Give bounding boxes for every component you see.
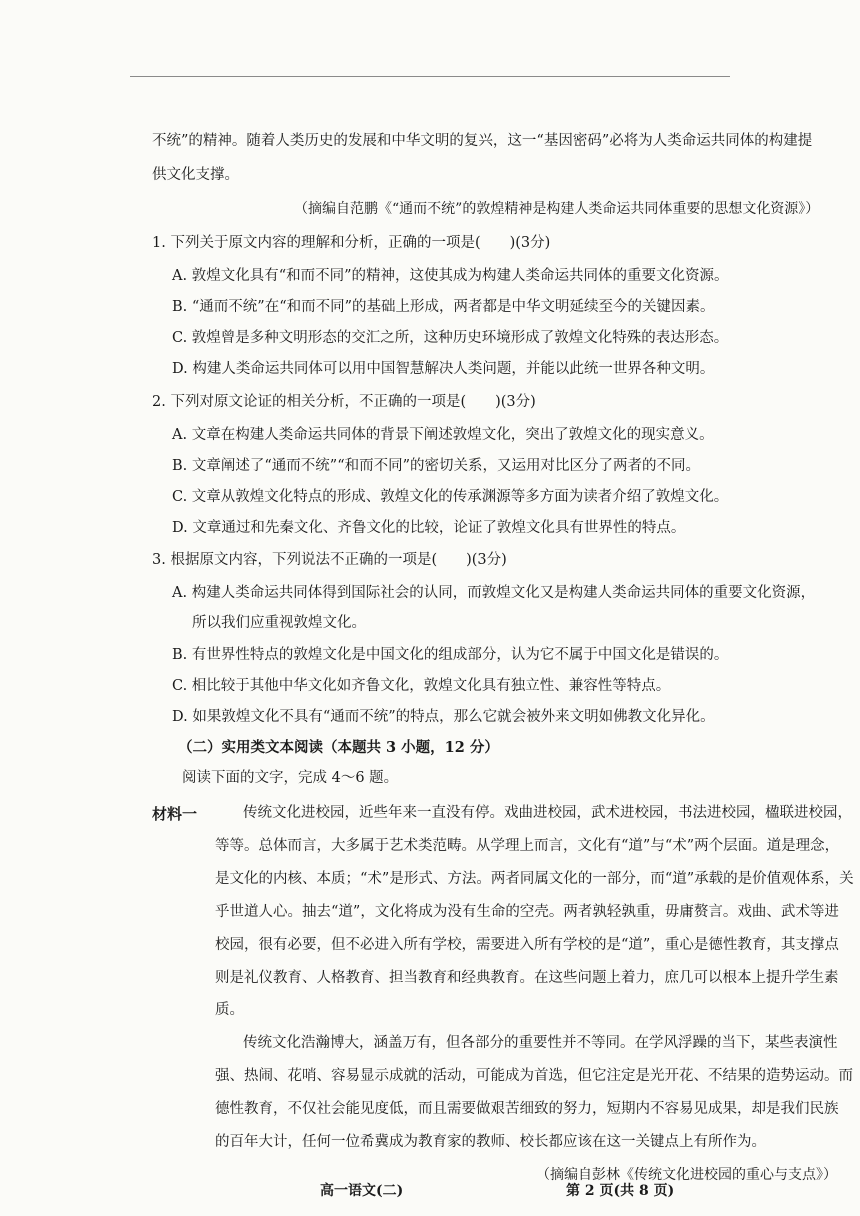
material-paragraph-line: 强、热闹、花哨、容易显示成就的活动，可能成为首选，但它注定是光开花、不结果的造势运动。而 <box>215 1068 853 1084</box>
question-3-option-a: A. 构建人类命运共同体得到国际社会的认同，而敦煌文化又是构建人类命运共同体的重要文化资源， <box>172 585 816 601</box>
passage-line: 供文化支撑。 <box>152 167 239 183</box>
material-label: 材料一 <box>152 805 198 823</box>
passage-line: 不统”的精神。随着人类历史的发展和中华文明的复兴，这一“基因密码”必将为人类命运共同体的构建提 <box>152 133 813 149</box>
question-3-option-d: D. 如果敦煌文化不具有“通而不统”的特点，那么它就会被外来文明如佛教文化异化。 <box>172 709 715 725</box>
question-3-stem: 3. 根据原文内容，下列说法不正确的一项是( )(3分) <box>152 552 507 568</box>
material-paragraph-line: 质。 <box>215 1002 244 1018</box>
material-paragraph-line: 传统文化进校园，近些年来一直没有停。戏曲进校园，武术进校园，书法进校园，楹联进校园， <box>243 805 852 821</box>
section-instruction: 阅读下面的文字，完成 4～6 题。 <box>182 770 399 786</box>
footer-page-number: 第 2 页(共 8 页) <box>566 1183 675 1199</box>
question-1-option-a: A. 敦煌文化具有“和而不同”的精神，这使其成为构建人类命运共同体的重要文化资源。 <box>172 268 729 284</box>
question-2-option-d: D. 文章通过和先秦文化、齐鲁文化的比较，论证了敦煌文化具有世界性的特点。 <box>172 520 686 536</box>
material-paragraph-line: 乎世道人心。抽去“道”，文化将成为没有生命的空壳。两者孰轻孰重，毋庸赘言。戏曲、武术等进 <box>215 904 839 920</box>
question-2-option-c: C. 文章从敦煌文化特点的形成、敦煌文化的传承渊源等多方面为读者介绍了敦煌文化。 <box>172 489 729 505</box>
material-paragraph-line: 校园，很有必要，但不必进入所有学校，需要进入所有学校的是“道”，重心是德性教育，其支撑点 <box>215 937 839 953</box>
question-1-option-c: C. 敦煌曾是多种文明形态的交汇之所，这种历史环境形成了敦煌文化特殊的表达形态。 <box>172 330 729 346</box>
source-citation: （摘编自彭林《传统文化进校园的重心与支点》） <box>536 1167 837 1183</box>
section-heading: （二）实用类文本阅读（本题共 3 小题，12 分） <box>178 739 499 756</box>
question-2-option-b: B. 文章阐述了“通而不统”“和而不同”的密切关系，又运用对比区分了两者的不同。 <box>172 458 701 474</box>
question-2-stem: 2. 下列对原文论证的相关分析，不正确的一项是( )(3分) <box>152 394 536 410</box>
material-paragraph-line: 等等。总体而言，大多属于艺术类范畴。从学理上而言，文化有“道”与“术”两个层面。道是理念， <box>215 838 840 854</box>
material-paragraph-line: 是文化的内核、本质；“术”是形式、方法。两者同属文化的一部分，而“道”承载的是价值观体系，关 <box>215 871 854 887</box>
question-3-option-a-cont: 所以我们应重视敦煌文化。 <box>192 615 366 631</box>
question-2-option-a: A. 文章在构建人类命运共同体的背景下阐述敦煌文化，突出了敦煌文化的现实意义。 <box>172 427 714 443</box>
question-1-option-d: D. 构建人类命运共同体可以用中国智慧解决人类问题，并能以此统一世界各种文明。 <box>172 361 715 377</box>
material-paragraph-line: 则是礼仪教育、人格教育、担当教育和经典教育。在这些问题上着力，庶几可以根本上提升学生素 <box>215 970 839 986</box>
top-rule <box>130 76 730 77</box>
source-citation: （摘编自范鹏《“通而不统”的敦煌精神是构建人类命运共同体重要的思想文化资源》） <box>294 201 820 217</box>
question-3-option-c: C. 相比较于其他中华文化如齐鲁文化，敦煌文化具有独立性、兼容性等特点。 <box>172 678 671 694</box>
material-paragraph-line: 德性教育，不仅社会能见度低，而且需要做艰苦细致的努力，短期内不容易见成果，却是我们民族 <box>215 1101 839 1117</box>
footer-subject: 高一语文(二) <box>320 1183 404 1199</box>
material-paragraph-line: 的百年大计，任何一位希冀成为教育家的教师、校长都应该在这一关键点上有所作为。 <box>215 1134 766 1150</box>
question-3-option-b: B. 有世界性特点的敦煌文化是中国文化的组成部分，认为它不属于中国文化是错误的。 <box>172 647 729 663</box>
material-paragraph-line: 传统文化浩瀚博大，涵盖万有，但各部分的重要性并不等同。在学风浮躁的当下，某些表演性 <box>243 1035 838 1051</box>
question-1-stem: 1. 下列关于原文内容的理解和分析，正确的一项是( )(3分) <box>152 235 551 251</box>
question-1-option-b: B. “通而不统”在“和而不同”的基础上形成，两者都是中华文明延续至今的关键因素。 <box>172 299 715 315</box>
